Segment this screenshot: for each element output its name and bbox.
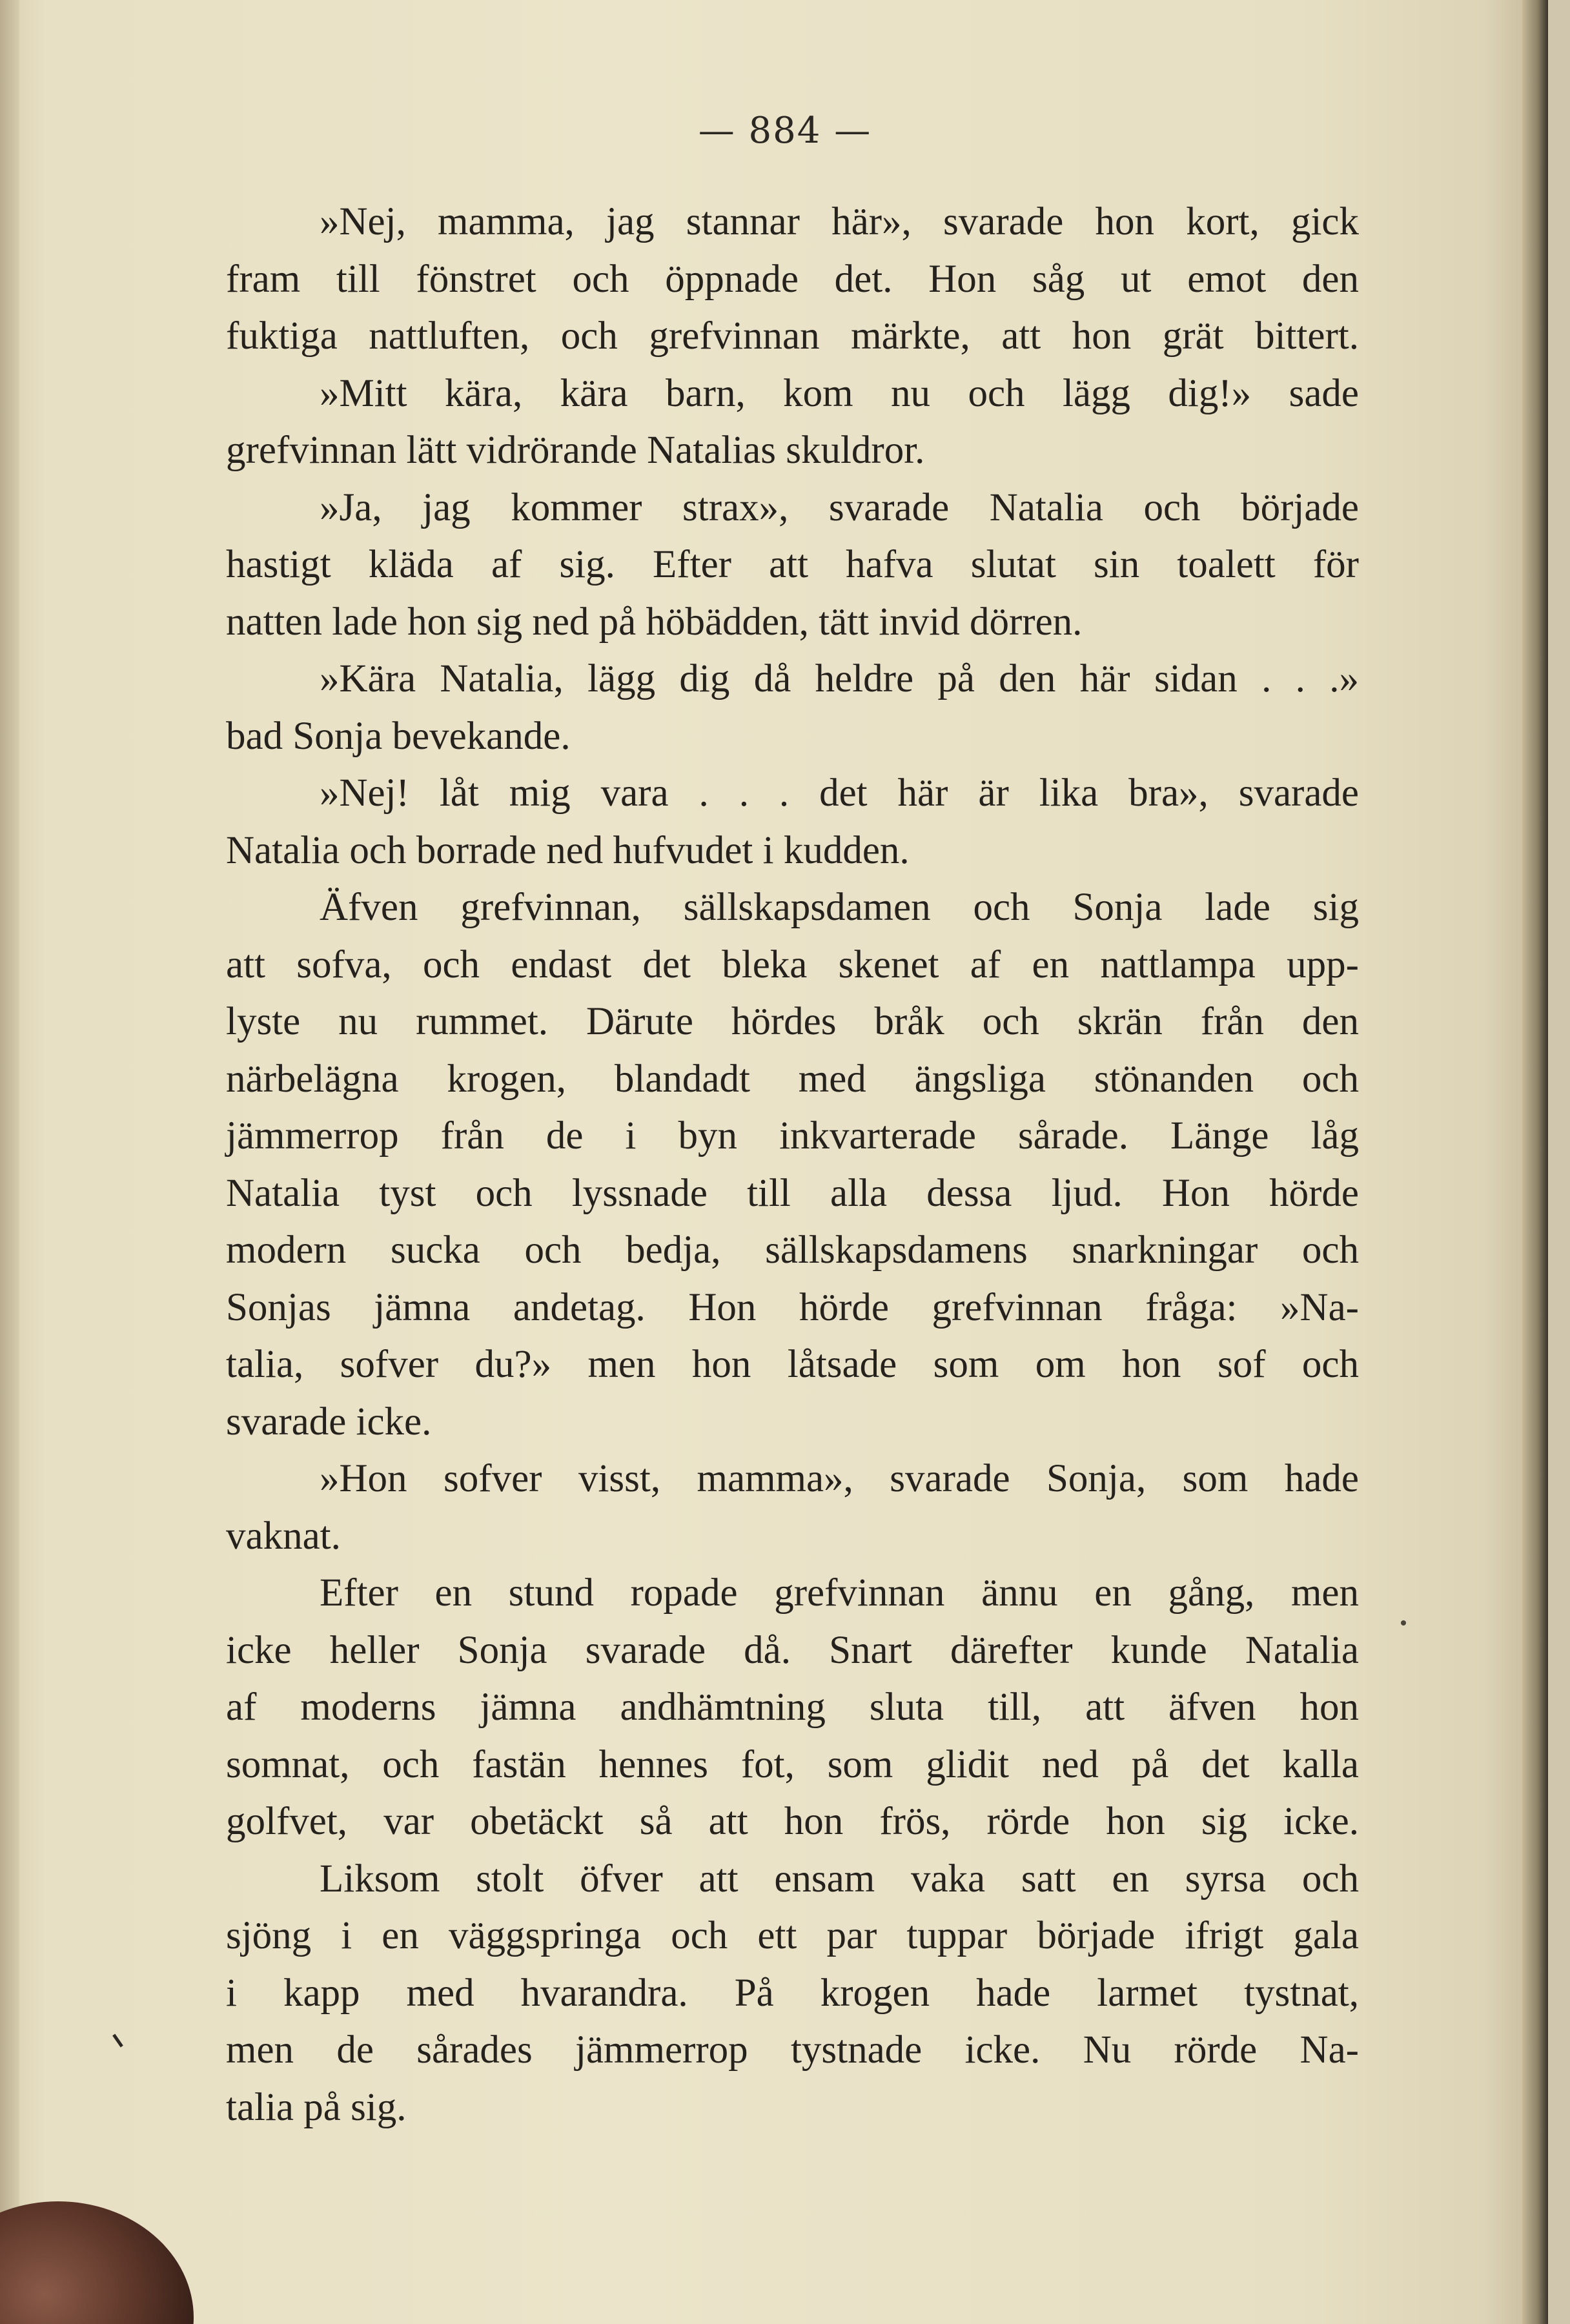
text-line: talia på sig. (226, 2085, 407, 2129)
text-line: Äfven grefvinnan, sällskapsdamen och Sonja lade sig (320, 886, 1359, 929)
ink-dot (1401, 1620, 1406, 1626)
text-line: Liksom stolt öfver att ensam vaka satt en syrsa och (320, 1857, 1359, 1901)
text-line: »Ja, jag kommer strax», svarade Natalia och började (320, 485, 1359, 529)
text-line: icke heller Sonja svarade då. Snart därefter kunde Natalia (226, 1628, 1359, 1672)
text-line: »Hon sofver visst, mamma», svarade Sonja, som hade (320, 1457, 1359, 1500)
text-line: »Nej! låt mig vara . . . det här är lika bra», svarade (320, 771, 1359, 815)
text-line: fuktiga nattluften, och grefvinnan märkte, att hon grät bittert. (226, 314, 1359, 358)
text-line: »Nej, mamma, jag stannar här», svarade hon kort, gick (320, 200, 1359, 243)
text-line: sjöng i en väggspringa och ett par tuppar började ifrigt gala (226, 1914, 1359, 1957)
text-line: bad Sonja bevekande. (226, 714, 571, 758)
text-line: natten lade hon sig ned på höbädden, tätt invid dörren. (226, 600, 1083, 644)
text-line: talia, sofver du?» men hon låtsade som om hon sof och (226, 1343, 1359, 1386)
text-line: somnat, och fastän hennes fot, som glidit ned på det kalla (226, 1742, 1359, 1786)
text-line: jämmerrop från de i byn inkvarterade sårade. Länge låg (226, 1114, 1359, 1157)
text-line: grefvinnan lätt vidrörande Natalias skuldror. (226, 429, 925, 472)
text-line: Natalia tyst och lyssnade till alla dessa ljud. Hon hörde (226, 1171, 1359, 1215)
text-line: i kapp med hvarandra. På krogen hade larmet tystnat, (226, 1971, 1359, 2015)
text-line: af moderns jämna andhämtning sluta till, att äfven hon (226, 1686, 1359, 1729)
text-line: svarade icke. (226, 1400, 432, 1443)
text-line: golfvet, var obetäckt så att hon frös, rörde hon sig icke. (226, 1800, 1359, 1843)
text-line: fram till fönstret och öppnade det. Hon såg ut emot den (226, 257, 1359, 301)
page-number: — 884 — (698, 110, 872, 152)
book-binding-strip (1548, 0, 1570, 2324)
text-line: vaknat. (226, 1514, 341, 1558)
page-left-edge (0, 0, 19, 2324)
text-line: modern sucka och bedja, sällskapsdamens snarkningar och (226, 1228, 1359, 1272)
body-text (226, 194, 1359, 2136)
text-line: hastigt kläda af sig. Efter att hafva slutat sin toalett för (226, 543, 1359, 586)
text-line: att sofva, och endast det bleka skenet af en nattlampa upp- (226, 943, 1359, 986)
text-line: lyste nu rummet. Därute hördes bråk och skrän från den (226, 1000, 1359, 1043)
text-line: men de sårades jämmerrop tystnade icke. Nu rörde Na- (226, 2028, 1359, 2072)
text-line: Efter en stund ropade grefvinnan ännu en gång, men (320, 1571, 1359, 1615)
page-right-edge (1522, 0, 1548, 2324)
text-line: Sonjas jämna andetag. Hon hörde grefvinnan fråga: »Na- (226, 1285, 1359, 1329)
text-line: »Mitt kära, kära barn, kom nu och lägg dig!» sade (320, 371, 1359, 415)
text-line: Natalia och borrade ned hufvudet i kudden. (226, 828, 910, 872)
text-line: närbelägna krogen, blandadt med ängsliga stönanden och (226, 1057, 1359, 1101)
text-line: »Kära Natalia, lägg dig då heldre på den här sidan . . .» (320, 657, 1359, 700)
